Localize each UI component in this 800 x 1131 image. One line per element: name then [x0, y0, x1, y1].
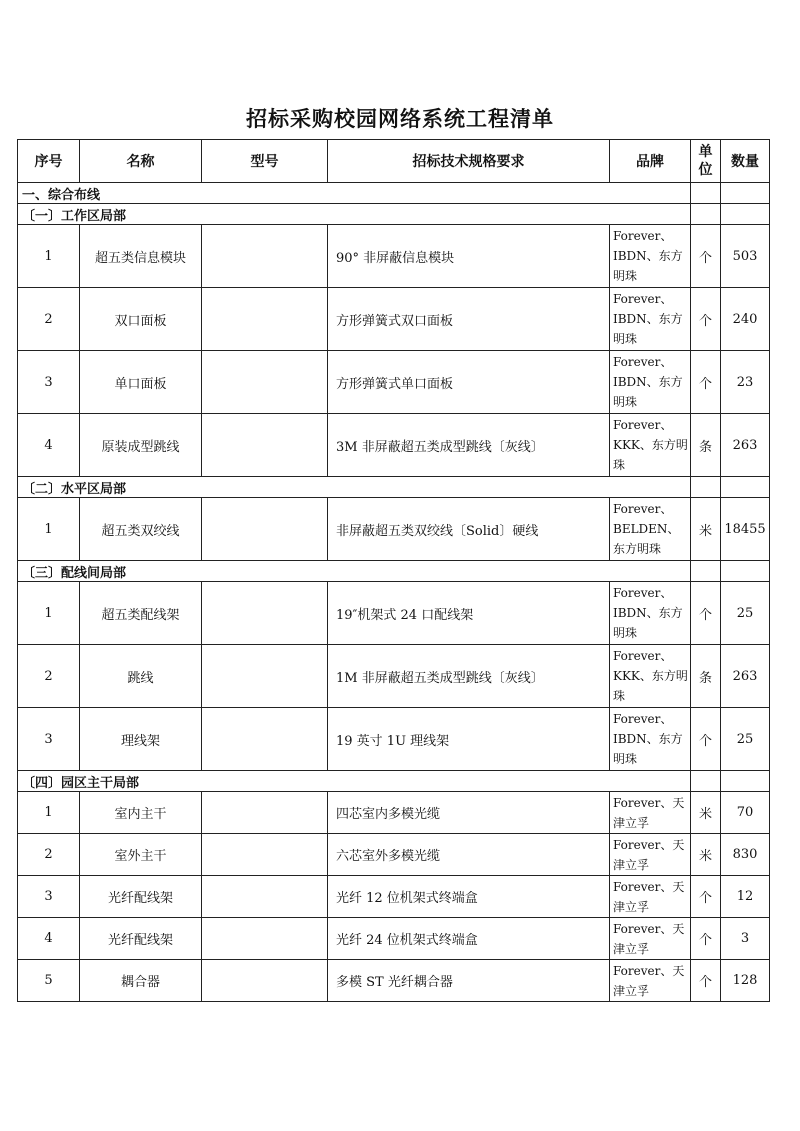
cell-spec: 方形弹簧式单口面板	[328, 351, 610, 414]
empty-cell	[721, 477, 770, 498]
table-row	[18, 288, 770, 351]
cell-name: 原装成型跳线	[80, 414, 202, 477]
cell-seq: 4	[18, 414, 80, 477]
cell-seq: 5	[18, 960, 80, 1002]
table-row	[18, 645, 770, 708]
cell-brand: Forever、天津立孚	[610, 960, 691, 1002]
cell-qty: 263	[721, 414, 770, 477]
cell-qty: 3	[721, 918, 770, 960]
table-row	[18, 876, 770, 918]
header-brand: 品牌	[610, 140, 691, 183]
cell-brand: Forever、IBDN、东方明珠	[610, 225, 691, 288]
cell-unit: 个	[691, 582, 721, 645]
cell-spec: 多模 ST 光纤耦合器	[328, 960, 610, 1002]
empty-cell	[721, 771, 770, 792]
cell-brand: Forever、IBDN、东方明珠	[610, 582, 691, 645]
empty-cell	[691, 477, 721, 498]
header-seq: 序号	[18, 140, 80, 183]
cell-model	[202, 960, 328, 1002]
cell-seq: 1	[18, 582, 80, 645]
cell-model	[202, 498, 328, 561]
section-heading-row	[18, 561, 770, 582]
cell-qty: 128	[721, 960, 770, 1002]
section-heading-row	[18, 477, 770, 498]
cell-model	[202, 834, 328, 876]
section-heading: 一、综合布线	[18, 183, 691, 204]
empty-cell	[721, 204, 770, 225]
cell-seq: 2	[18, 645, 80, 708]
cell-qty: 25	[721, 582, 770, 645]
empty-cell	[721, 561, 770, 582]
cell-spec: 19 英寸 1U 理线架	[328, 708, 610, 771]
cell-spec: 19″机架式 24 口配线架	[328, 582, 610, 645]
cell-seq: 4	[18, 918, 80, 960]
cell-spec: 光纤 24 位机架式终端盒	[328, 918, 610, 960]
cell-qty: 503	[721, 225, 770, 288]
cell-brand: Forever、IBDN、东方明珠	[610, 351, 691, 414]
cell-unit: 米	[691, 498, 721, 561]
cell-unit: 个	[691, 918, 721, 960]
empty-cell	[691, 771, 721, 792]
cell-name: 超五类信息模块	[80, 225, 202, 288]
cell-qty: 240	[721, 288, 770, 351]
table-header-row	[18, 140, 770, 183]
table-row	[18, 708, 770, 771]
document-title: 招标采购校园网络系统工程清单	[246, 106, 554, 131]
cell-model	[202, 288, 328, 351]
section-heading: 〔二〕水平区局部	[18, 477, 691, 498]
section-heading: 〔四〕园区主干局部	[18, 771, 691, 792]
section-heading-row	[18, 183, 770, 204]
cell-qty: 23	[721, 351, 770, 414]
cell-unit: 个	[691, 351, 721, 414]
cell-spec: 方形弹簧式双口面板	[328, 288, 610, 351]
table-row	[18, 351, 770, 414]
cell-qty: 830	[721, 834, 770, 876]
table-row	[18, 960, 770, 1002]
cell-seq: 1	[18, 225, 80, 288]
header-unit: 单位	[691, 140, 721, 183]
cell-brand: Forever、KKK、东方明珠	[610, 414, 691, 477]
procurement-table	[17, 139, 770, 1002]
cell-unit: 个	[691, 225, 721, 288]
cell-brand: Forever、天津立孚	[610, 876, 691, 918]
cell-seq: 3	[18, 876, 80, 918]
cell-model	[202, 645, 328, 708]
cell-unit: 米	[691, 792, 721, 834]
cell-qty: 70	[721, 792, 770, 834]
cell-brand: Forever、天津立孚	[610, 834, 691, 876]
cell-seq: 3	[18, 351, 80, 414]
cell-qty: 25	[721, 708, 770, 771]
cell-model	[202, 918, 328, 960]
cell-brand: Forever、KKK、东方明珠	[610, 645, 691, 708]
cell-seq: 2	[18, 834, 80, 876]
cell-unit: 个	[691, 288, 721, 351]
cell-model	[202, 351, 328, 414]
cell-name: 双口面板	[80, 288, 202, 351]
section-heading-row	[18, 771, 770, 792]
table-row	[18, 498, 770, 561]
cell-model	[202, 876, 328, 918]
header-name: 名称	[80, 140, 202, 183]
table-body	[18, 183, 770, 1002]
cell-unit: 个	[691, 708, 721, 771]
cell-name: 超五类配线架	[80, 582, 202, 645]
cell-spec: 四芯室内多模光缆	[328, 792, 610, 834]
section-heading-row	[18, 204, 770, 225]
cell-model	[202, 582, 328, 645]
cell-seq: 1	[18, 792, 80, 834]
table-row	[18, 834, 770, 876]
cell-name: 跳线	[80, 645, 202, 708]
cell-qty: 263	[721, 645, 770, 708]
cell-name: 光纤配线架	[80, 918, 202, 960]
table-row	[18, 582, 770, 645]
cell-unit: 个	[691, 876, 721, 918]
cell-seq: 1	[18, 498, 80, 561]
table-row	[18, 414, 770, 477]
cell-brand: Forever、天津立孚	[610, 918, 691, 960]
cell-qty: 18455	[721, 498, 770, 561]
cell-name: 光纤配线架	[80, 876, 202, 918]
cell-name: 超五类双绞线	[80, 498, 202, 561]
cell-spec: 1M 非屏蔽超五类成型跳线〔灰线〕	[328, 645, 610, 708]
cell-brand: Forever、IBDN、东方明珠	[610, 288, 691, 351]
cell-unit: 米	[691, 834, 721, 876]
header-model: 型号	[202, 140, 328, 183]
header-spec: 招标技术规格要求	[328, 140, 610, 183]
table-row	[18, 225, 770, 288]
cell-model	[202, 414, 328, 477]
cell-unit: 条	[691, 414, 721, 477]
cell-qty: 12	[721, 876, 770, 918]
table-row	[18, 918, 770, 960]
cell-spec: 非屏蔽超五类双绞线〔Solid〕硬线	[328, 498, 610, 561]
cell-spec: 3M 非屏蔽超五类成型跳线〔灰线〕	[328, 414, 610, 477]
cell-name: 理线架	[80, 708, 202, 771]
cell-brand: Forever、IBDN、东方明珠	[610, 708, 691, 771]
cell-spec: 六芯室外多模光缆	[328, 834, 610, 876]
cell-brand: Forever、BELDEN、东方明珠	[610, 498, 691, 561]
cell-model	[202, 708, 328, 771]
empty-cell	[691, 183, 721, 204]
cell-seq: 2	[18, 288, 80, 351]
header-qty: 数量	[721, 140, 770, 183]
cell-seq: 3	[18, 708, 80, 771]
empty-cell	[691, 204, 721, 225]
cell-unit: 条	[691, 645, 721, 708]
cell-name: 室外主干	[80, 834, 202, 876]
cell-name: 室内主干	[80, 792, 202, 834]
section-heading: 〔三〕配线间局部	[18, 561, 691, 582]
table-row	[18, 792, 770, 834]
cell-unit: 个	[691, 960, 721, 1002]
section-heading: 〔一〕工作区局部	[18, 204, 691, 225]
cell-spec: 90° 非屏蔽信息模块	[328, 225, 610, 288]
empty-cell	[691, 561, 721, 582]
empty-cell	[721, 183, 770, 204]
cell-spec: 光纤 12 位机架式终端盒	[328, 876, 610, 918]
cell-brand: Forever、天津立孚	[610, 792, 691, 834]
cell-name: 耦合器	[80, 960, 202, 1002]
cell-model	[202, 225, 328, 288]
cell-name: 单口面板	[80, 351, 202, 414]
cell-model	[202, 792, 328, 834]
